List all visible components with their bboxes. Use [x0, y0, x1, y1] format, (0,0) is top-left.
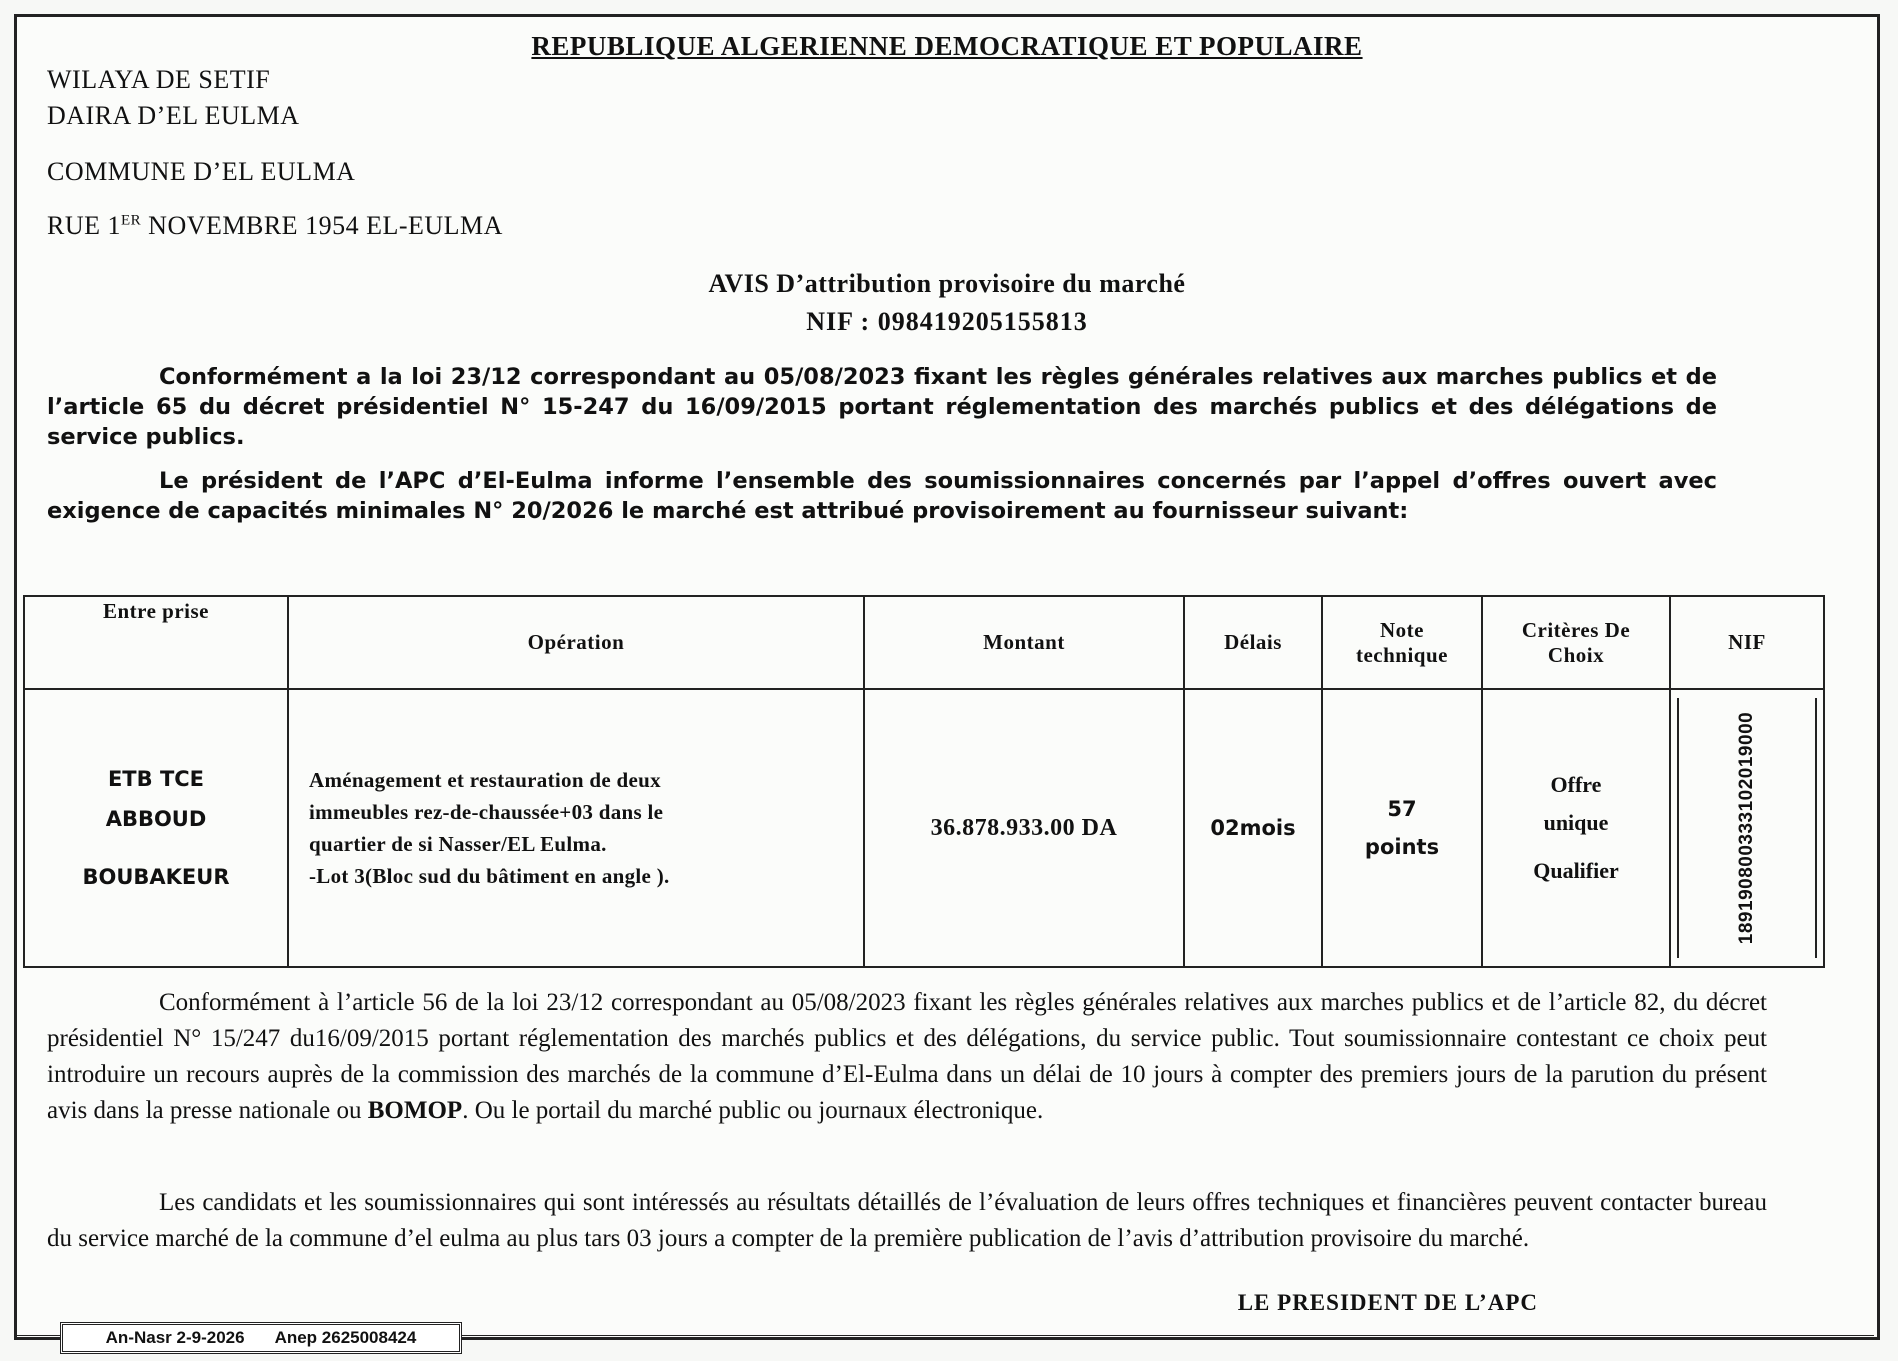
header-criteres-line2: Choix [1547, 642, 1605, 667]
cell-operation [288, 689, 864, 967]
signature: LE PRESIDENT DE L’APC [1237, 1290, 1538, 1315]
note-unit: points [1364, 835, 1440, 859]
republic-heading: REPUBLIQUE ALGERIENNE DEMOCRATIQUE ET POPULAIRE [531, 31, 1363, 61]
operation-line1: Aménagement et restauration de deux [309, 768, 661, 792]
header-note-line1: Note [1380, 617, 1424, 642]
cell-nif [1670, 689, 1824, 967]
recourse-text-end: . Ou le portail du marché public ou journaux électronique. [462, 1097, 1044, 1124]
header-montant: Montant [864, 596, 1184, 689]
address-line [47, 211, 503, 241]
header-note-line2: technique [1355, 642, 1448, 667]
criteres-line2: unique [1543, 810, 1609, 835]
paragraph-announcement: Le président de l’APC d’El-Eulma informe l’ensemble des soumissionnaires concernés par l’appel d’offres ouvert avec exigence de capacités minimales N° 20/2026 le marché est attribué provisoirement au fournisseur suivant: [47, 468, 1717, 524]
address-superscript: ER [121, 212, 142, 229]
publication-stamp [60, 1322, 462, 1354]
nif-value: 189190800333102019000 [1736, 711, 1757, 945]
header-entreprise: Entre prise [24, 596, 288, 689]
cell-note [1322, 689, 1482, 967]
recourse-text: Conformément à l’article 56 de la loi 23/12 correspondant au 05/08/2023 fixant les règles générales relatives aux marches publics et de l’article 82, du décret présidentiel N° 15/247 du16/09/2015 portant réglementation des marchés publics et des délégations, du service public. Tout soumissionnaire contestant ce choix peut introduire un recours auprès de la commission des marchés de la commune d’El-Eulma dans un délai de 10 jours à compter des premiers jours de la parution du présent avis dans la presse nationale ou [47, 989, 1767, 1124]
cell-delais: 02mois [1184, 689, 1322, 967]
cell-entreprise [24, 689, 288, 967]
stamp-journal: An-Nasr 2-9-2026 [105, 1328, 245, 1347]
address-suffix: NOVEMBRE 1954 EL-EULMA [141, 211, 503, 240]
criteres-line3: Qualifier [1533, 858, 1619, 883]
header-delais: Délais [1184, 596, 1322, 689]
entreprise-line1: ETB TCE [107, 767, 205, 791]
note-value: 57 [1387, 797, 1417, 821]
header-nif: NIF [1670, 596, 1824, 689]
table-row [24, 689, 1824, 967]
cell-montant: 36.878.933.00 DA [864, 689, 1184, 967]
award-table [23, 595, 1825, 968]
table-header-row [24, 596, 1824, 689]
recourse-bomop: BOMOP [367, 1097, 463, 1124]
address-prefix: RUE 1 [47, 211, 121, 240]
commune-line: COMMUNE D’EL EULMA [47, 157, 356, 186]
notice-title: AVIS D’attribution provisoire du marché [708, 269, 1186, 298]
stamp-anep: Anep 2625008424 [274, 1328, 417, 1347]
header-operation: Opération [288, 596, 864, 689]
cell-criteres [1482, 689, 1670, 967]
criteres-line1: Offre [1550, 772, 1602, 797]
paragraph-legal-basis: Conformément a la loi 23/12 correspondant au 05/08/2023 fixant les règles générales relatives aux marches publics et de l’article 65 du décret présidentiel N° 15-247 du 16/09/2015 portant réglementation des marchés publics et des délégations de service publics. [47, 364, 1717, 450]
operation-line4: -Lot 3(Bloc sud du bâtiment en angle ). [309, 864, 670, 888]
paragraph-contact: Les candidats et les soumissionnaires qui sont intéressés au résultats détaillés de l’évaluation de leurs offres techniques et financières peuvent contacter bureau du service marché de la commune d’el eulma au plus tars 03 jours a compter de la première publication de l’avis d’attribution provisoire du marché. [47, 1189, 1767, 1252]
wilaya-line: WILAYA DE SETIF [47, 65, 271, 94]
paragraph-recourse [47, 985, 1767, 1129]
header-note [1322, 596, 1482, 689]
document-page [14, 14, 1880, 1340]
header-criteres [1482, 596, 1670, 689]
operation-line2: immeubles rez-de-chaussée+03 dans le [309, 800, 664, 824]
entreprise-line3: BOUBAKEUR [82, 865, 230, 889]
operation-line3: quartier de si Nasser/EL Eulma. [309, 832, 607, 856]
header-criteres-line1: Critères De [1521, 617, 1631, 642]
entreprise-line2: ABBOUD [105, 807, 207, 831]
daira-line: DAIRA D’EL EULMA [47, 101, 300, 130]
notice-nif: NIF : 098419205155813 [806, 307, 1088, 336]
